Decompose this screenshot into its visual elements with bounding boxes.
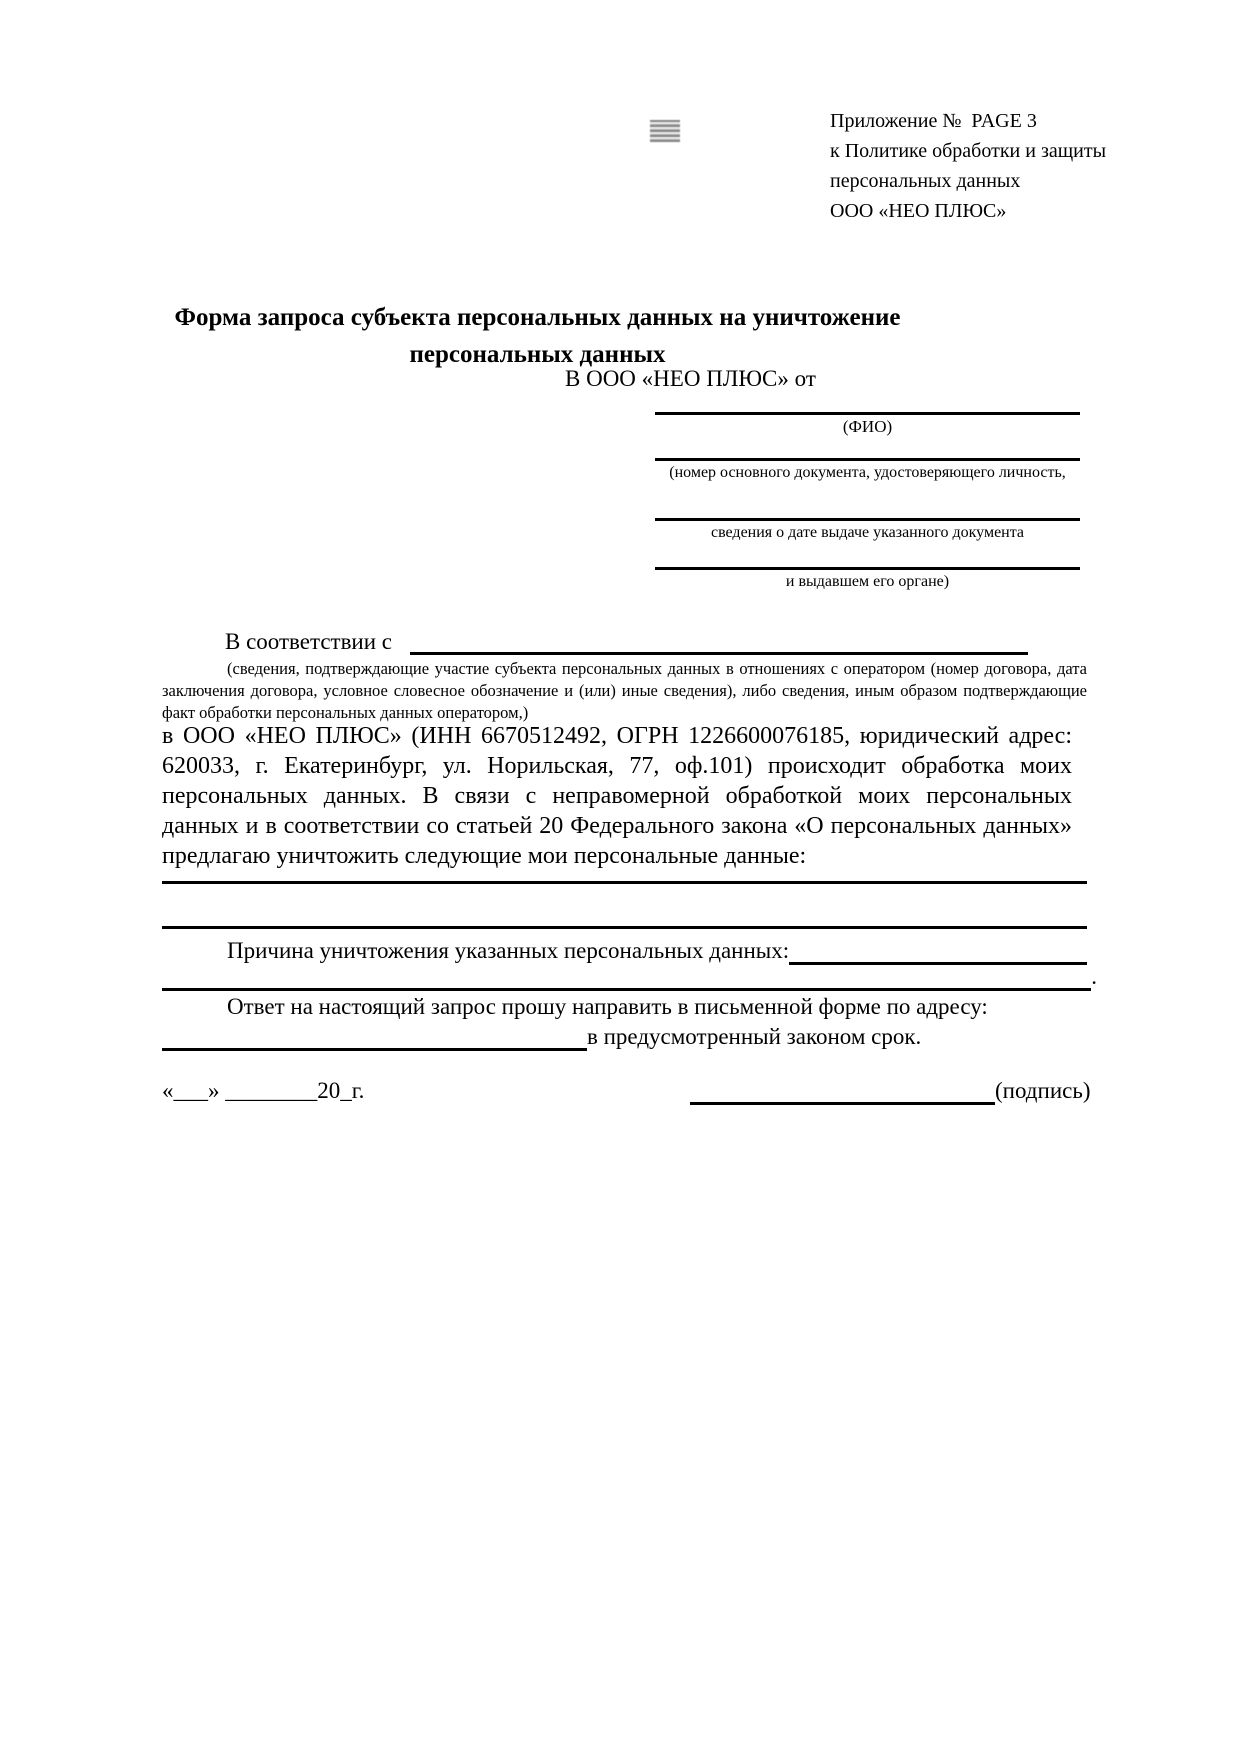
issue-date-fill-line — [655, 518, 1080, 521]
signature-fill-line — [690, 1076, 995, 1105]
document-title — [130, 299, 945, 373]
appendix-header-line: персональных данных — [830, 170, 1021, 192]
signature-caption: (подпись) — [995, 1078, 1091, 1103]
issue-date-caption: сведения о дате выдаче указанного документа — [710, 524, 1025, 541]
appendix-header-line: Приложение № PAGE 3 — [830, 110, 1037, 132]
response-tail-row — [162, 1022, 1087, 1052]
reason-continuation-row — [162, 962, 1097, 992]
fio-caption: (ФИО) — [842, 417, 893, 436]
accordance-label: В соответствии с — [225, 629, 393, 654]
fio-fill-line — [655, 412, 1080, 415]
small-print-note: (сведения, подтверждающие участие субъекта персональных данных в отношениях с оператором (номер договора, дата заключения договора, условное словесное обозначение и (или) иные сведения), либо сведения, иным образом подтверждающие факт обработки персональных данных оператором,) — [162, 659, 1092, 722]
appendix-header-line: к Политике обработки и защиты — [830, 140, 1107, 162]
address-fill-line — [162, 1022, 587, 1051]
appendix-header-line: ООО «НЕО ПЛЮС» — [830, 200, 1007, 222]
doc-number-fill-line — [655, 458, 1080, 461]
accordance-fill-line — [410, 632, 1028, 655]
data-fill-line-2 — [162, 926, 1087, 929]
document-title-line1: Форма запроса субъекта персональных данных на уничтожение — [174, 304, 901, 331]
response-tail: в предусмотренный законом срок. — [587, 1024, 922, 1049]
addressee-line: В ООО «НЕО ПЛЮС» от — [565, 366, 816, 391]
issuer-fill-line — [655, 567, 1080, 570]
response-request: Ответ на настоящий запрос прошу направить в письменной форме по адресу: — [227, 994, 988, 1019]
reason-line-terminator: . — [1091, 964, 1097, 989]
reason-label: Причина уничтожения указанных персональных данных: — [227, 938, 790, 963]
appendix-header — [830, 106, 1160, 226]
document-title-line2: персональных данных — [409, 341, 666, 368]
body-paragraph: в ООО «НЕО ПЛЮС» (ИНН 6670512492, ОГРН 1226600076185, юридический адрес: 620033, г. Екатеринбург, ул. Норильская, 77, оф.101) происходит обработка моих персональных данных. В связи с неправомерной обработкой моих персональных данных и в соответствии со статьей 20 Федерального закона «О персональных данных» предлагаю уничтожить следующие мои персональные данные: — [162, 723, 1072, 869]
doc-number-caption: (номер основного документа, удостоверяющего личность, — [669, 464, 1066, 481]
data-fill-line-1 — [162, 881, 1087, 884]
embedded-object-icon — [650, 120, 680, 142]
reason-fill-line — [789, 936, 1087, 965]
reason-continuation-fill-line — [162, 962, 1091, 991]
issuer-caption: и выдавшем его органе) — [785, 573, 950, 590]
signature-row — [690, 1076, 1090, 1106]
date-blank: «___» ________20_г. — [162, 1078, 365, 1103]
